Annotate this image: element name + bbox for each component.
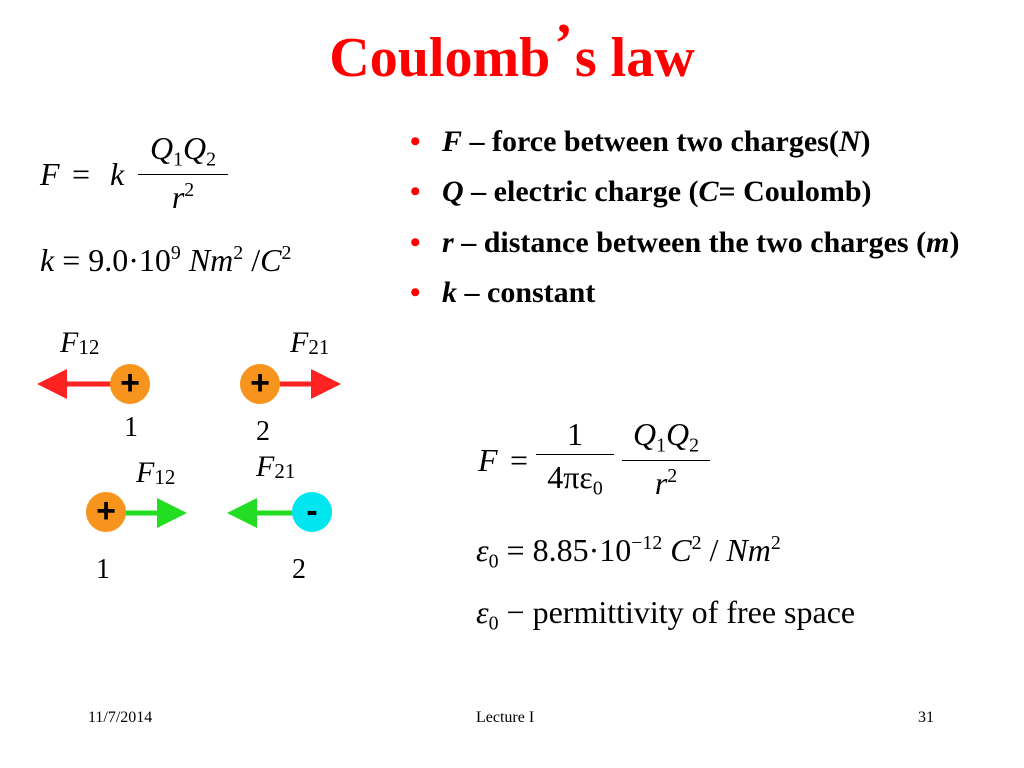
formula1-eq: =: [72, 156, 91, 192]
bullet-constant: • k – constant: [410, 276, 596, 310]
force-label-f12-top: F12: [60, 326, 100, 360]
formula3-fraction-2: $Q_1Q_2$ $r^2$: [622, 418, 710, 499]
title-main: Coulomb: [329, 27, 551, 89]
formula2-value: 9.0·10: [88, 242, 171, 278]
formula2-slash: /: [251, 242, 261, 278]
epsilon-value-formula: $\varepsilon_0 = 8.85\cdot 10^{-12}$ $C^2 / Nm^2$: [476, 532, 781, 573]
bullet-dot-icon: •: [410, 175, 421, 209]
force-label-f12-bottom: F12: [136, 456, 176, 490]
footer-page-number: 31: [918, 709, 934, 726]
formula1-denominator: $r^2$: [171, 179, 195, 216]
formula2-eq: =: [62, 242, 81, 278]
positive-charge-2-top: +: [240, 364, 280, 404]
footer-date: 11/7/2014: [88, 709, 153, 726]
charge-number-2-bottom: 2: [292, 554, 306, 585]
formula1-numerator: $Q_1Q_2$: [149, 130, 217, 171]
title-rest: s law: [574, 27, 695, 89]
positive-charge-1-bottom: +: [86, 492, 126, 532]
formula1-lhs: F: [40, 156, 60, 192]
bullet-dot-icon: •: [410, 225, 421, 259]
formula3-fraction-1: 1 $4\pi\varepsilon_0$: [536, 418, 614, 499]
positive-charge-1-top: +: [110, 364, 150, 404]
charge-number-1-top: 1: [124, 412, 138, 443]
formula3-lhs: F: [478, 442, 498, 478]
formula1-k: k: [110, 156, 125, 192]
formula3-eq: =: [510, 442, 529, 478]
formula2-unit-m: m: [210, 242, 234, 278]
title-apostrophe: ’: [554, 13, 573, 75]
formula2-unit-c: C: [260, 242, 282, 278]
negative-charge-2-bottom: -: [292, 492, 332, 532]
formula2-exp: 9: [170, 242, 181, 265]
charge-number-1-bottom: 1: [96, 554, 110, 585]
epsilon-definition: $\varepsilon_0$ − permittivity of free space: [476, 594, 856, 635]
force-label-f21-top: F21: [290, 326, 330, 360]
footer-center: Lecture I: [476, 709, 535, 726]
coulomb-formula-epsilon: [478, 418, 728, 514]
force-label-f21-bottom: F21: [256, 450, 296, 484]
bullet-dot-icon: •: [410, 276, 421, 310]
charge-number-2-top: 2: [256, 416, 270, 447]
bullet-dot-icon: •: [410, 125, 421, 158]
formula2-k: k: [40, 242, 55, 278]
formula2-unit-n: N: [188, 242, 211, 278]
bullet-distance: • r – distance between the two charges (m): [410, 225, 960, 259]
bullet-force: • F – force between two charges(N): [410, 125, 871, 158]
bullet-charge: • Q – electric charge (C= Coulomb): [410, 175, 872, 209]
k-constant-formula: $k = 9.0\cdot 10^9$ Nm$^2$ $/C^2$: [40, 242, 292, 278]
